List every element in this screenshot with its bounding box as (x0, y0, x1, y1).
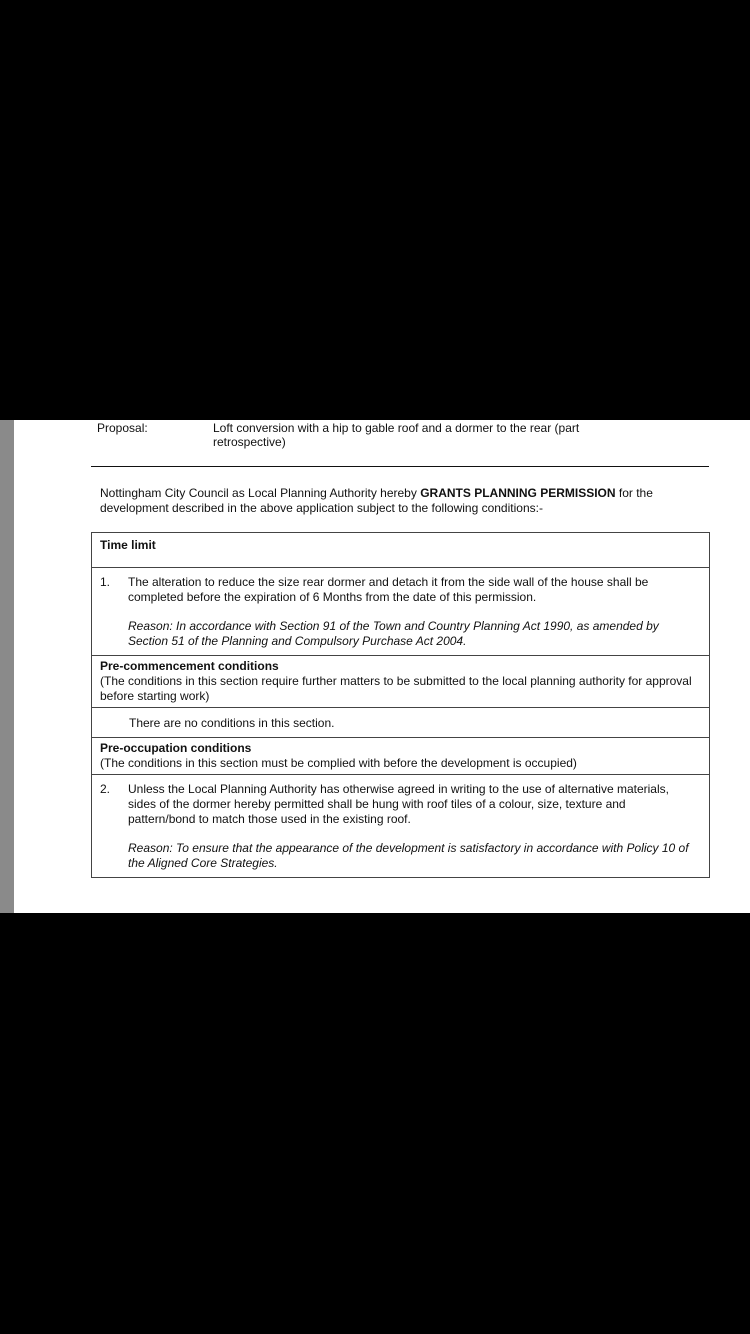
condition-row (92, 775, 710, 878)
conditions-table (91, 532, 710, 878)
section-title: Pre-occupation conditions (100, 741, 252, 755)
section-title: Time limit (100, 538, 156, 552)
scrollbar[interactable] (0, 420, 14, 913)
section-subtitle: (The conditions in this section require further matters to be submitted to the local planning authority for approval before starting work) (100, 674, 692, 703)
condition-text: The alteration to reduce the size rear dormer and detach it from the side wall of the house shall be completed before the expiration of 6 Months from the date of this permission. (128, 575, 649, 604)
permission-statement (100, 486, 710, 516)
divider (91, 466, 709, 467)
section-subtitle: (The conditions in this section must be complied with before the development is occupied) (100, 756, 577, 770)
condition-row (92, 568, 710, 656)
condition-reason: Reason: To ensure that the appearance of the development is satisfactory in accordance with Policy 10 of the Aligned Core Strategies. (128, 841, 689, 870)
section-header (92, 533, 710, 568)
section-pre-commencement (92, 656, 710, 708)
section-time-limit (92, 533, 710, 568)
condition-number: 2. (100, 782, 111, 796)
intro-text-before: Nottingham City Council as Local Planning Authority hereby (100, 486, 421, 500)
condition-reason: Reason: In accordance with Section 91 of the Town and Country Planning Act 1990, as amended by Section 51 of the Planning and Compulsory Purchase Act 2004. (128, 619, 659, 648)
no-conditions-text: There are no conditions in this section. (92, 708, 710, 738)
intro-text-after: for the development described in the above application subject to the following conditions:- (100, 486, 653, 515)
condition-number: 1. (100, 575, 111, 589)
grant-heading: GRANTS PLANNING PERMISSION (420, 486, 616, 500)
section-pre-occupation (92, 738, 710, 775)
condition-cell (92, 775, 710, 878)
no-conditions-row (92, 708, 710, 738)
proposal-value: Loft conversion with a hip to gable roof and a dormer to the rear (part retrospective) (213, 421, 580, 449)
section-header (92, 656, 710, 708)
condition-cell (92, 568, 710, 656)
section-title: Pre-commencement conditions (100, 659, 279, 673)
document-page[interactable] (0, 420, 750, 913)
section-header (92, 738, 710, 775)
condition-text: Unless the Local Planning Authority has otherwise agreed in writing to the use of alternative materials, sides of the dormer hereby permitted shall be hung with roof tiles of a colour, size, texture and pattern/bond to match those used in the existing roof. (128, 782, 669, 826)
proposal-label: Proposal: (97, 421, 148, 435)
